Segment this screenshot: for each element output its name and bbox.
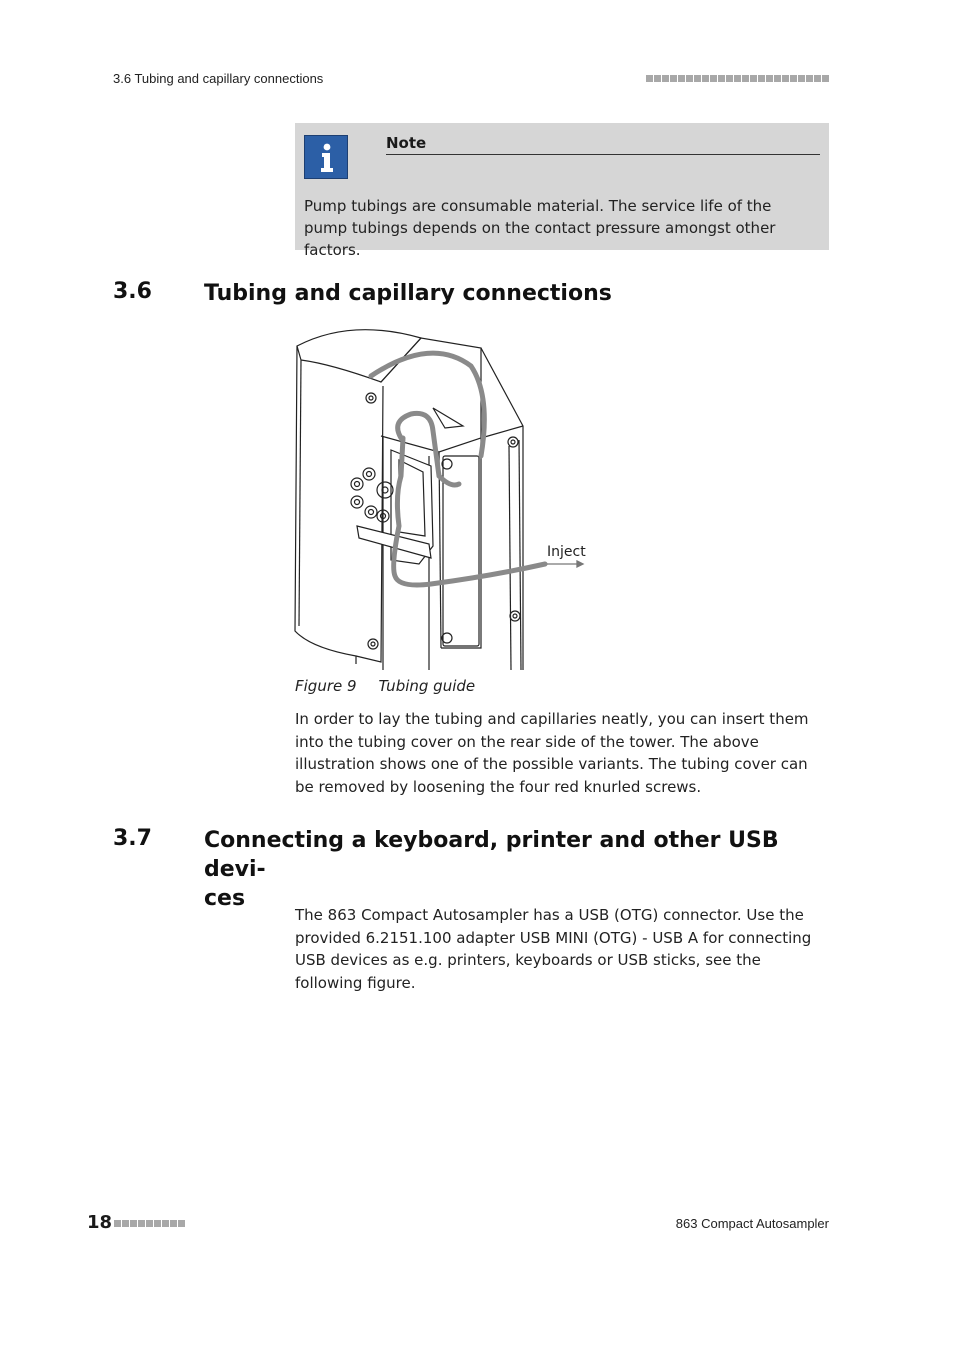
header-markers [646,75,829,82]
marker-square [766,75,773,82]
paragraph-tubing: In order to lay the tubing and capillaries neatly, you can insert them into the tubing cover on the rear side of the tower. The above illustration shows one of the possible variants. The tubing cover can be removed by loosening the four red knurled screws. [295,710,809,796]
section-number: 3.7 [113,826,152,851]
marker-square [806,75,813,82]
footer-product: 863 Compact Autosampler [675,1216,829,1231]
marker-square [662,75,669,82]
marker-square [122,1220,129,1227]
page-number: 18 [87,1212,113,1233]
marker-square [146,1220,153,1227]
marker-square [710,75,717,82]
figure-number: Figure 9 [295,677,357,695]
marker-square [114,1220,121,1227]
marker-square [130,1220,137,1227]
note-title: Note [386,134,820,155]
section-title: Tubing and capillary connections [204,281,612,306]
marker-square [686,75,693,82]
marker-square [790,75,797,82]
tubing-guide-figure [291,326,591,674]
marker-square [822,75,829,82]
note-text: Pump tubings are consumable material. The service life of the pump tubings depends on the contact pressure amongst other factors. [304,197,776,259]
marker-square [798,75,805,82]
section-title-line-2: ces [204,886,246,911]
tower-illustration [291,326,591,674]
marker-square [726,75,733,82]
note-box [295,123,829,259]
marker-square [170,1220,177,1227]
section-heading-3-6 [113,279,833,311]
running-header: 3.6 Tubing and capillary connections [113,71,324,86]
marker-square [702,75,709,82]
marker-square [162,1220,169,1227]
section-title [204,826,833,913]
marker-square [782,75,789,82]
marker-square [694,75,701,82]
marker-square [758,75,765,82]
marker-square [646,75,653,82]
marker-square [718,75,725,82]
inject-label: Inject [547,544,586,560]
marker-square [678,75,685,82]
marker-square [774,75,781,82]
section-number: 3.6 [113,279,152,304]
marker-square [138,1220,145,1227]
marker-square [814,75,821,82]
footer-markers [114,1220,185,1227]
paragraph-usb: The 863 Compact Autosampler has a USB (OTG) connector. Use the provided 6.2151.100 adapter USB MINI (OTG) - USB A for connecting USB devices as e.g. printers, keyboards or USB sticks, see the following figure. [295,906,812,992]
section-title-line-1: Connecting a keyboard, printer and other USB devi- [204,828,779,882]
marker-square [734,75,741,82]
info-icon [304,135,348,179]
section-heading-3-7 [113,826,833,911]
marker-square [654,75,661,82]
marker-square [750,75,757,82]
marker-square [670,75,677,82]
marker-square [742,75,749,82]
figure-caption [295,677,475,695]
figure-title: Tubing guide [378,677,476,695]
marker-square [154,1220,161,1227]
marker-square [178,1220,185,1227]
